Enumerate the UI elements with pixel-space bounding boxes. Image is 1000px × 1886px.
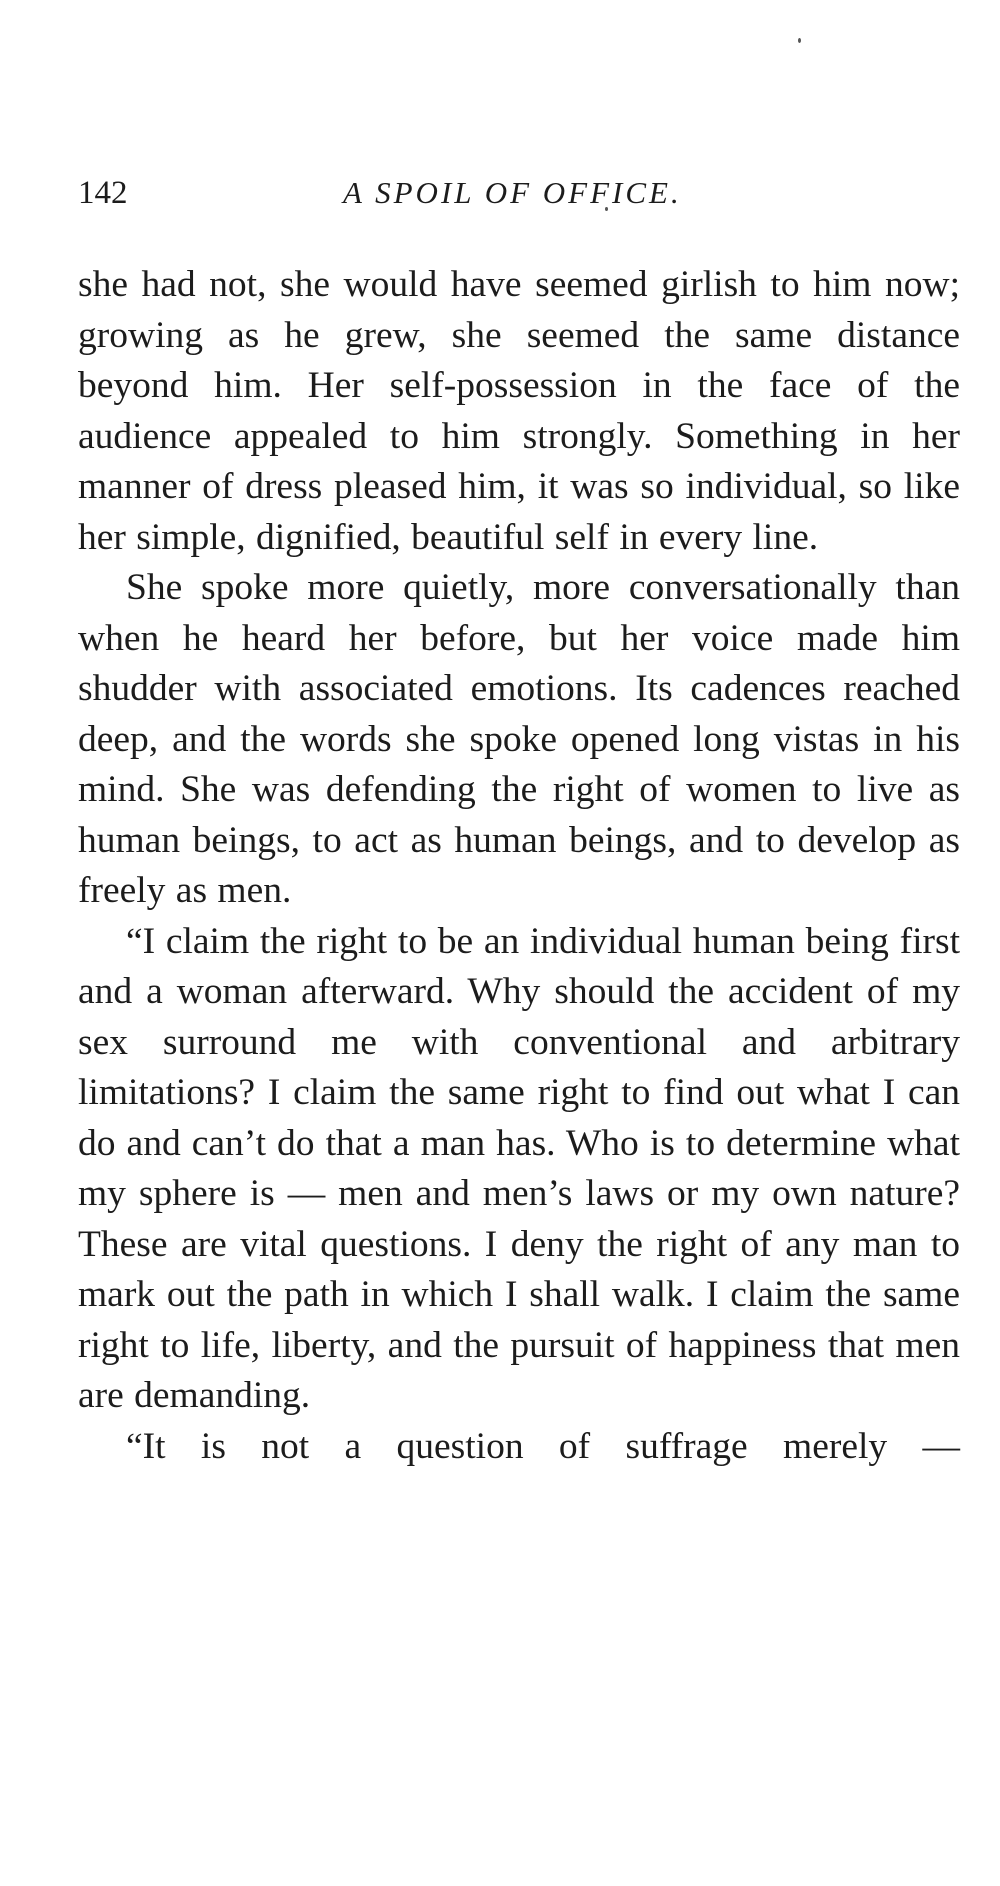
- page-number: 142: [78, 175, 128, 211]
- paragraph: She spoke more quietly, more conversationally than when he heard her before, but her voice made him shudder with associated emotions. Its cadences reached deep, and the words she spoke opened long vistas in his mind. She was defending the right of women to live as human beings, to act as human beings, and to develop as freely as men.: [78, 567, 960, 911]
- paragraph: “I claim the right to be an individual human being first and a woman afterward. Why should the accident of my sex surround me with conventional and arbitrary limitations? I claim the same right to find out what I can do and can’t do that a man has. Who is to determine what my sphere is — men and men’s laws or my own nature? These are vital questions. I deny the right of any man to mark out the path in which I shall walk. I claim the same right to life, liberty, and the pursuit of happiness that men are demanding.: [78, 920, 960, 1416]
- running-header: [78, 168, 960, 218]
- ink-speck: [798, 38, 801, 43]
- paragraph: she had not, she would have seemed girlish to him now; growing as he grew, she seemed the same distance beyond him. Her self-possession in the face of the audience appealed to him strongly. Something in her manner of dress pleased him, it was so individual, so like her simple, dignified, beautiful self in every line.: [78, 264, 960, 558]
- body-text: [78, 260, 960, 1472]
- running-title: A SPOIL OF OFFICE.: [343, 175, 682, 210]
- paragraph: “It is not a question of suffrage merely —: [126, 1425, 960, 1467]
